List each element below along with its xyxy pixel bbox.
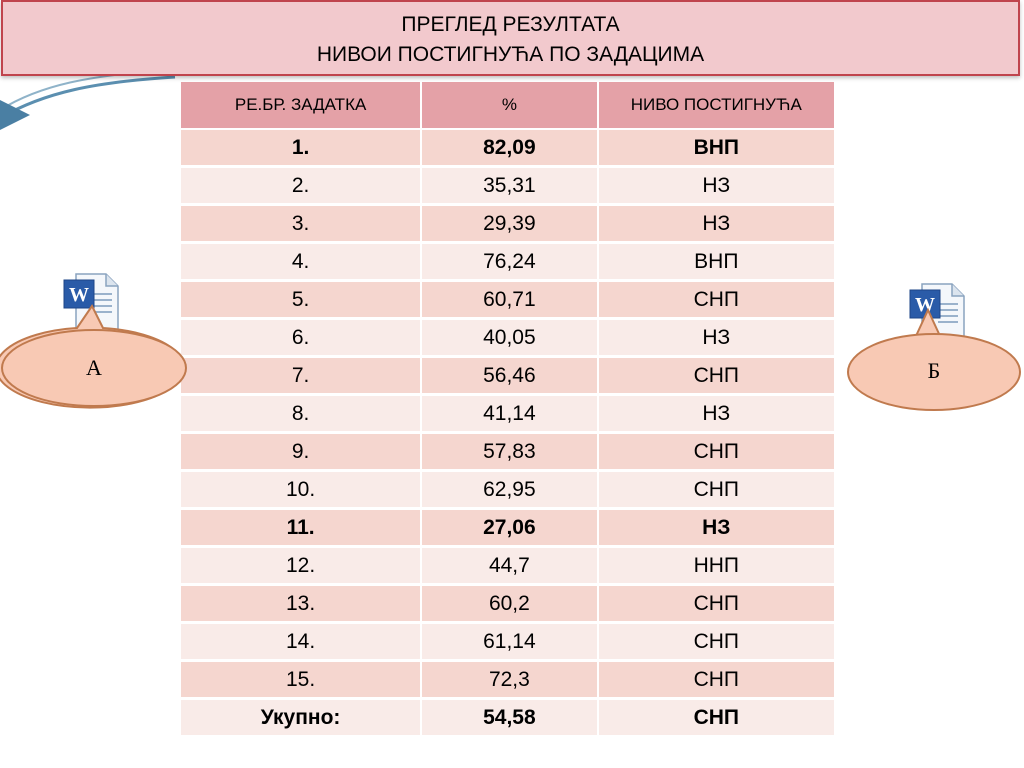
task-number: 4. xyxy=(180,243,421,281)
task-percent: 57,83 xyxy=(421,433,597,471)
task-level: СНП xyxy=(598,281,835,319)
table-row xyxy=(180,319,835,357)
task-number: 14. xyxy=(180,623,421,661)
task-percent: 35,31 xyxy=(421,167,597,205)
table-row xyxy=(180,205,835,243)
slide-title xyxy=(1,0,1020,76)
task-percent: 44,7 xyxy=(421,547,597,585)
task-level: ВНП xyxy=(598,129,835,167)
task-percent: 40,05 xyxy=(421,319,597,357)
title-line-2: НИВОИ ПОСТИГНУЋА ПО ЗАДАЦИМА xyxy=(316,43,705,66)
table-row xyxy=(180,623,835,661)
table-total-row xyxy=(180,699,835,737)
task-number: 15. xyxy=(180,661,421,699)
task-percent: 76,24 xyxy=(421,243,597,281)
task-level: НЗ xyxy=(598,509,835,547)
results-table xyxy=(179,80,836,738)
task-level: ВНП xyxy=(598,243,835,281)
task-level: СНП xyxy=(598,661,835,699)
title-line-1: ПРЕГЛЕД РЕЗУЛТАТА xyxy=(401,13,620,36)
task-level: СНП xyxy=(598,585,835,623)
callout-a-label: А xyxy=(86,355,102,380)
task-percent: 82,09 xyxy=(421,129,597,167)
task-number: 7. xyxy=(180,357,421,395)
task-percent: 41,14 xyxy=(421,395,597,433)
table-row xyxy=(180,243,835,281)
svg-text:W: W xyxy=(915,294,935,316)
task-percent: 72,3 xyxy=(421,661,597,699)
total-level: СНП xyxy=(598,699,835,737)
task-percent: 60,71 xyxy=(421,281,597,319)
task-level: ННП xyxy=(598,547,835,585)
total-label: Укупно: xyxy=(180,699,421,737)
task-number: 1. xyxy=(180,129,421,167)
task-level: НЗ xyxy=(598,319,835,357)
table-row xyxy=(180,509,835,547)
table-row xyxy=(180,661,835,699)
task-level: СНП xyxy=(598,623,835,661)
task-percent: 27,06 xyxy=(421,509,597,547)
header-achievement-level: НИВО ПОСТИГНУЋА xyxy=(598,81,835,129)
task-number: 6. xyxy=(180,319,421,357)
task-number: 12. xyxy=(180,547,421,585)
task-number: 3. xyxy=(180,205,421,243)
table-row xyxy=(180,547,835,585)
header-percent: % xyxy=(421,81,597,129)
task-percent: 61,14 xyxy=(421,623,597,661)
task-number: 8. xyxy=(180,395,421,433)
task-number: 13. xyxy=(180,585,421,623)
total-percent: 54,58 xyxy=(421,699,597,737)
table-row xyxy=(180,433,835,471)
task-percent: 62,95 xyxy=(421,471,597,509)
task-level: НЗ xyxy=(598,395,835,433)
task-level: СНП xyxy=(598,357,835,395)
table-row xyxy=(180,585,835,623)
svg-text:W: W xyxy=(69,284,89,306)
task-number: 10. xyxy=(180,471,421,509)
task-percent: 29,39 xyxy=(421,205,597,243)
task-percent: 60,2 xyxy=(421,585,597,623)
task-number: 9. xyxy=(180,433,421,471)
table-header-row xyxy=(180,81,835,129)
task-number: 5. xyxy=(180,281,421,319)
task-level: СНП xyxy=(598,433,835,471)
table-row xyxy=(180,395,835,433)
header-task-number: РЕ.БР. ЗАДАТКА xyxy=(180,81,421,129)
task-number: 11. xyxy=(180,509,421,547)
table-row xyxy=(180,281,835,319)
table-row xyxy=(180,167,835,205)
task-level: НЗ xyxy=(598,205,835,243)
table-row xyxy=(180,357,835,395)
task-number: 2. xyxy=(180,167,421,205)
task-level: НЗ xyxy=(598,167,835,205)
callout-b-label: Б xyxy=(927,358,941,383)
table-row xyxy=(180,471,835,509)
table-row xyxy=(180,129,835,167)
task-percent: 56,46 xyxy=(421,357,597,395)
task-level: СНП xyxy=(598,471,835,509)
